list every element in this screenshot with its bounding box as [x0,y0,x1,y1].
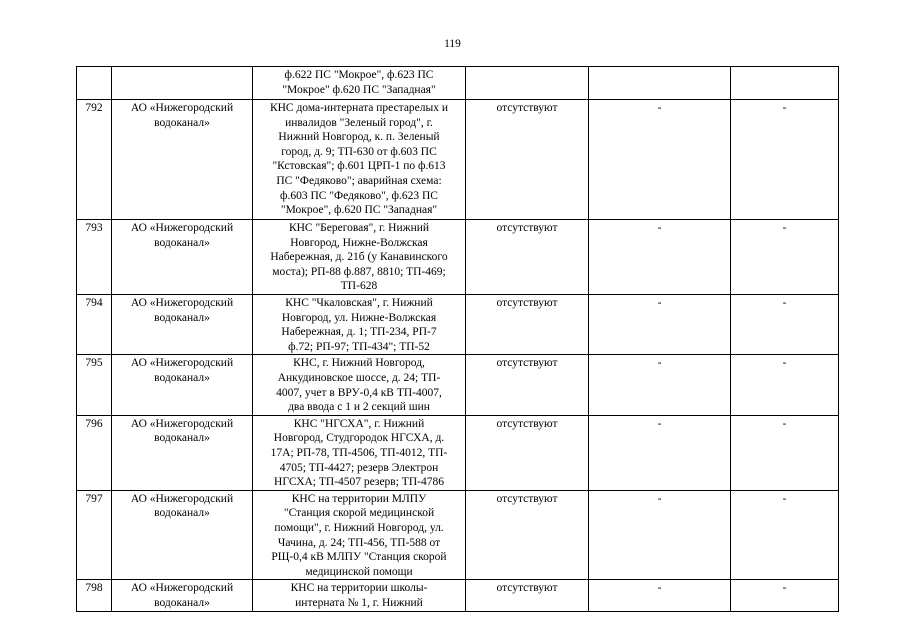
org-line: АО «Нижегородский [130,492,234,505]
cell-desc [253,490,466,580]
cell-num [77,67,112,100]
desc-line: КНС дома-интерната престарелых и [269,102,449,114]
desc-line: КНС на территории школы- [290,582,428,595]
cell-org [112,415,253,490]
cell-col6: - [731,355,839,415]
cell-col6: - [731,490,839,580]
cell-num: 795 [77,355,112,415]
desc-line: 4007, учет в ВРУ-0,4 кВ ТП-4007, [276,386,442,399]
desc-line: ПС "Федяково"; аварийная схема: [276,174,442,187]
desc-line: Анкудиновское шоссе, д. 24; ТП- [277,371,441,384]
cell-num: 798 [77,580,112,611]
desc-line: РЩ-0,4 кВ МЛПУ "Станция скорой [271,551,447,564]
desc-line: моста); РП-88 ф.887, 8810; ТП-469; [272,265,446,278]
cell-col5: - [589,355,731,415]
org-line: водоканал» [154,236,210,249]
org-line: водоканал» [154,507,210,520]
cell-status [466,67,589,100]
table-row [77,220,839,295]
cell-num: 797 [77,490,112,580]
cell-status: отсутствуют [466,100,589,220]
cell-status: отсутствуют [466,415,589,490]
cell-col6: - [731,415,839,490]
cell-desc [253,100,466,220]
cell-status: отсутствуют [466,355,589,415]
table-row-continuation [77,67,839,100]
cell-desc [253,67,466,100]
desc-line: "Кстовская"; ф.601 ЦРП-1 по ф.613 [272,160,446,173]
org-line: АО «Нижегородский [130,582,234,595]
cell-col6: - [731,220,839,295]
cell-col5: - [589,295,731,355]
cell-num: 794 [77,295,112,355]
cell-org [112,490,253,580]
cell-org [112,295,253,355]
cell-col5 [589,67,731,100]
org-line: водоканал» [154,116,210,129]
desc-line: интерната № 1, г. Нижний [295,596,423,609]
cell-num: 793 [77,220,112,295]
table-row [77,295,839,355]
desc-line: инвалидов "Зеленый город", г. [285,116,433,129]
cell-desc [253,415,466,490]
org-line: водоканал» [154,432,210,445]
cell-status: отсутствуют [466,580,589,611]
desc-line: ф.603 ПС "Федяково", ф.623 ПС [280,189,438,202]
desc-line: медицинской помощи [305,565,413,578]
desc-line: Новгород, Студгородок НГСХА, д. [273,432,445,445]
cell-num: 792 [77,100,112,220]
desc-line: "Мокрое", ф.620 ПС "Западная" [280,204,438,217]
table-row [77,415,839,490]
cell-desc [253,355,466,415]
cell-desc [253,220,466,295]
table-row [77,490,839,580]
desc-line: КНС "НГСХА", г. Нижний [293,417,425,430]
desc-line: город, д. 9; ТП-630 от ф.603 ПС [281,145,437,158]
cell-status: отсутствуют [466,490,589,580]
facilities-table [76,66,839,612]
desc-line: Чачина, д. 24; ТП-456, ТП-588 от [277,536,441,549]
desc-line: "Мокрое" ф.620 ПС "Западная" [282,83,436,96]
cell-org [112,67,253,100]
desc-line: КНС "Чкаловская", г. Нижний [285,297,433,309]
cell-col6: - [731,100,839,220]
desc-line: ТП-628 [340,280,378,293]
org-line: водоканал» [154,596,210,609]
desc-line: 17А; РП-78, ТП-4506, ТП-4012, ТП- [270,446,448,459]
desc-line: помощи", г. Нижний Новгород, ул. [274,521,444,534]
cell-col6: - [731,295,839,355]
desc-line: ф.72; РП-97; ТП-434"; ТП-52 [288,340,430,353]
cell-col6 [731,67,839,100]
table-row [77,580,839,611]
desc-line: "Станция скорой медицинской [283,507,435,520]
desc-line: Новгород, Нижне-Волжская [290,236,428,249]
cell-org [112,220,253,295]
desc-line: 4705; ТП-4427; резерв Электрон [279,461,439,474]
cell-col5: - [589,580,731,611]
cell-col6: - [731,580,839,611]
desc-line: Новгород, ул. Нижне-Волжская [281,311,437,324]
desc-line: Набережная, д. 21б (у Канавинского [270,251,448,264]
cell-col5: - [589,220,731,295]
page-number: 119 [444,38,461,50]
desc-line: два ввода с 1 и 2 секций шин [288,401,430,414]
org-line: водоканал» [154,311,210,324]
cell-org [112,100,253,220]
cell-col5: - [589,490,731,580]
desc-line: КНС, г. Нижний Новгород, [293,357,425,370]
table-row [77,355,839,415]
org-line: АО «Нижегородский [130,357,234,370]
org-line: АО «Нижегородский [130,102,234,114]
cell-col5: - [589,415,731,490]
org-line: АО «Нижегородский [130,222,234,234]
table-row [77,100,839,220]
desc-line: НГСХА; ТП-4507 резерв; ТП-4786 [274,476,444,489]
org-line: АО «Нижегородский [130,297,234,309]
desc-line: КНС на территории МЛПУ [291,492,427,505]
desc-line: ф.622 ПС "Мокрое", ф.623 ПС [284,69,434,81]
cell-desc [253,580,466,611]
cell-org [112,580,253,611]
desc-line: КНС "Береговая", г. Нижний [288,222,430,234]
org-line: АО «Нижегородский [130,417,234,430]
cell-org [112,355,253,415]
cell-desc [253,295,466,355]
desc-line: Набережная, д. 1; ТП-234, РП-7 [281,326,437,339]
cell-status: отсутствуют [466,295,589,355]
cell-status: отсутствуют [466,220,589,295]
org-line: водоканал» [154,371,210,384]
desc-line: Нижний Новгород, к. п. Зеленый [278,131,440,144]
cell-num: 796 [77,415,112,490]
cell-col5: - [589,100,731,220]
